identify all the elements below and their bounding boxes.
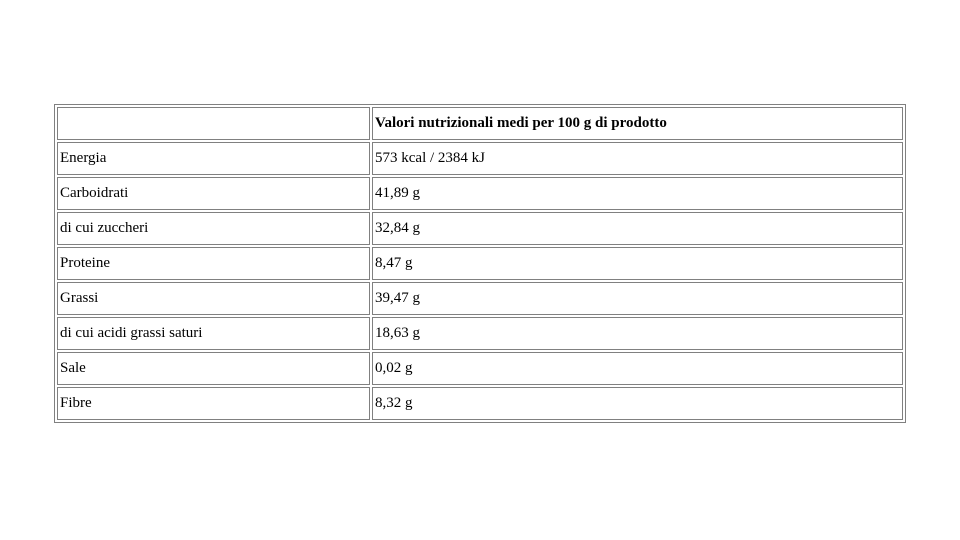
table-row (57, 212, 903, 245)
header-empty-cell (57, 107, 370, 140)
nutrition-table (54, 104, 906, 423)
row-label: Grassi (57, 282, 370, 315)
row-label: Fibre (57, 387, 370, 420)
row-value: 41,89 g (372, 177, 903, 210)
row-label: di cui zuccheri (57, 212, 370, 245)
table-row (57, 177, 903, 210)
row-label: Proteine (57, 247, 370, 280)
row-value: 18,63 g (372, 317, 903, 350)
row-value: 0,02 g (372, 352, 903, 385)
table-row (57, 247, 903, 280)
row-value: 32,84 g (372, 212, 903, 245)
header-cell: Valori nutrizionali medi per 100 g di prodotto (372, 107, 903, 140)
table-row (57, 282, 903, 315)
table-header-row (57, 107, 903, 140)
row-value: 8,47 g (372, 247, 903, 280)
row-value: 573 kcal / 2384 kJ (372, 142, 903, 175)
row-label: di cui acidi grassi saturi (57, 317, 370, 350)
table-row (57, 142, 903, 175)
table-row (57, 352, 903, 385)
table-row (57, 387, 903, 420)
table-row (57, 317, 903, 350)
row-label: Sale (57, 352, 370, 385)
row-value: 39,47 g (372, 282, 903, 315)
row-value: 8,32 g (372, 387, 903, 420)
row-label: Carboidrati (57, 177, 370, 210)
row-label: Energia (57, 142, 370, 175)
